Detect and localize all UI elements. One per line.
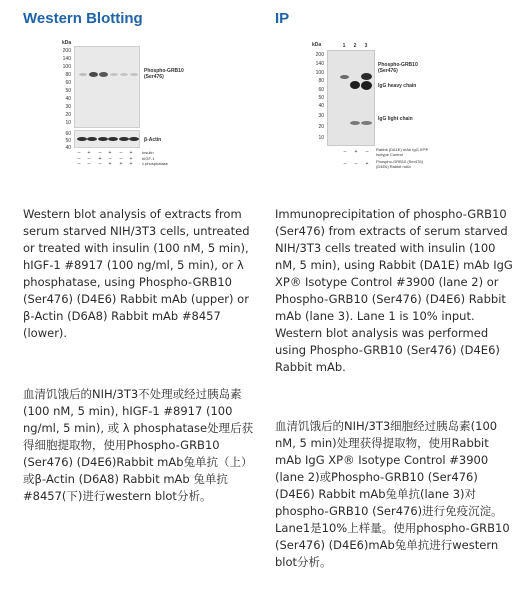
ip-caption-chinese: 血清饥饿后的NIH/3T3细胞经过胰岛素(100 nM, 5 min)处理获得提取物，使用Rabbit mAb IgG XP® Isotype Control #3900 (lane 2)或Phospho-GRB10 (Ser476) (D4E6) Rabbit mAb兔单抗(lane 3)对phospho-GRB10 (Ser476)进行免疫沉淀。Lane1是10%上样量。使用phospho-GRB10 (Ser476) (D4E6)mAb兔单抗进行western blot分析。	[275, 419, 510, 569]
band-label-phospho-grb10: Phospho-GRB10 (Ser476)	[378, 62, 418, 74]
mw-marker: 140	[62, 56, 71, 62]
mw-marker: 80	[318, 78, 324, 84]
lane-label: 2	[353, 43, 357, 49]
mw-marker: 50	[65, 88, 71, 94]
mw-marker: 20	[318, 124, 324, 130]
treatment-sign: +	[108, 161, 112, 167]
treatment-sign: –	[119, 156, 123, 162]
western-blotting-heading: Western Blotting	[23, 10, 143, 27]
treatment-sign: –	[119, 150, 123, 156]
mw-marker: 50	[65, 138, 71, 144]
mw-marker: 100	[62, 64, 71, 70]
band-label-igg-heavy-chain: IgG heavy chain	[378, 83, 417, 89]
band	[119, 137, 129, 141]
band	[361, 73, 372, 80]
treatment-sign: –	[77, 161, 81, 167]
treatment-sign: –	[98, 150, 102, 156]
treatment-sign: +	[108, 150, 112, 156]
mw-marker: 100	[315, 70, 324, 76]
treatment-sign: –	[343, 149, 347, 155]
treatment-sign: –	[354, 161, 358, 167]
mw-marker: 60	[318, 87, 324, 93]
treatment-sign: –	[87, 156, 91, 162]
treatment-sign: +	[129, 156, 133, 162]
ip-blot-panel	[327, 50, 375, 146]
band-label-igg-light-chain: IgG light chain	[378, 116, 413, 122]
band	[340, 75, 349, 79]
treatment-sign: +	[98, 156, 102, 162]
kda-label: kDa	[62, 40, 72, 46]
mw-marker: 40	[318, 103, 324, 109]
mw-marker: 40	[65, 145, 71, 151]
treatment-sign: –	[77, 156, 81, 162]
western-blot-figure	[62, 40, 242, 165]
mw-marker: 40	[65, 96, 71, 102]
band	[77, 137, 87, 141]
western-blot-caption-english: Western blot analysis of extracts from serum starved NIH/3T3 cells, untreated or treated with insulin (100 nM, 5 min), hIGF-1 #8917 (100 ng/ml, 5 min), or λ phosphatase, using Phospho-GRB10 (Ser476) (D4E6) Rabbit mAb (upper) or β-Actin (D6A8) Rabbit mAb #8457 (lower).	[23, 207, 250, 340]
mw-marker: 140	[315, 61, 324, 67]
blot-panel-lower	[74, 130, 140, 148]
lane-label: 3	[364, 43, 368, 49]
band	[99, 72, 108, 77]
treatment-sign: –	[98, 161, 102, 167]
ip-caption-english: Immunoprecipitation of phospho-GRB10 (Ser476) from extracts of serum starved NIH/3T3 cells treated with insulin (100 nM, 5 min), using Rabbit (DA1E) mAb IgG XP® Isotype Control #3900 (lane 2) or Phospho-GRB10 (Ser476) (D4E6) Rabbit mAb (lane 3). Lane 1 is 10% input. Western blot analysis was performed using Phospho-GRB10 (Ser476) (D4E6) Rabbit mAb.	[275, 207, 513, 374]
mw-marker: 30	[318, 113, 324, 119]
band	[361, 81, 372, 90]
band	[98, 137, 108, 141]
band	[89, 72, 98, 77]
treatment-sign: +	[365, 161, 369, 167]
mw-marker: 20	[65, 112, 71, 118]
treatment-sign: –	[343, 161, 347, 167]
band	[350, 121, 360, 125]
mw-marker: 10	[65, 120, 71, 126]
treatment-sign: +	[87, 150, 91, 156]
ip-figure	[312, 40, 437, 180]
lane-label: 1	[342, 43, 346, 49]
mw-marker: 50	[318, 95, 324, 101]
condition-label-insulin: Insulin	[142, 150, 154, 155]
condition-label-higf1: hIGF-1	[142, 156, 155, 161]
mw-marker: 200	[315, 52, 324, 58]
ip-heading: IP	[275, 10, 290, 27]
band	[350, 81, 360, 89]
treatment-sign: –	[365, 149, 369, 155]
band	[361, 121, 372, 125]
condition-label-lambda-phosphatase: λ phosphatase	[142, 161, 169, 166]
band	[110, 73, 118, 76]
mw-marker: 30	[65, 104, 71, 110]
treatment-sign: +	[354, 149, 358, 155]
mw-marker: 80	[65, 72, 71, 78]
blot-panel-upper	[74, 46, 140, 128]
band-label-beta-actin: β-Actin	[144, 137, 162, 143]
mw-marker: 60	[65, 131, 71, 137]
western-blot-caption-chinese: 血清饥饿后的NIH/3T3不处理或经过胰岛素(100 nM, 5 min), hIGF-1 #8917 (100 ng/ml, 5 min), 或 λ phosphatase处理后获得细胞提取物，使用Phospho-GRB10 (Ser476) (D4E6)Rabbit mAb兔单抗（上）或β-Actin (D6A8) Rabbit mAb 兔单抗 #8457(下)进行western blot分析。	[23, 387, 254, 503]
band	[87, 137, 97, 141]
mw-marker: 60	[65, 80, 71, 86]
treatment-sign: +	[119, 161, 123, 167]
treatment-sign: +	[129, 161, 133, 167]
mw-marker: 200	[62, 48, 71, 54]
treatment-sign: –	[77, 150, 81, 156]
kda-label: kDa	[312, 42, 322, 48]
band	[108, 137, 118, 141]
treatment-sign: +	[129, 150, 133, 156]
condition-label-isotype-control: Rabbit (DA1E) mAb IgG XP® Isotype Control	[376, 147, 429, 157]
treatment-sign: –	[87, 161, 91, 167]
band	[129, 137, 139, 141]
band-label-phospho-grb10: Phospho-GRB10 (Ser476)	[144, 68, 184, 80]
band	[79, 73, 87, 76]
condition-label-phospho-grb10-mab: Phospho-GRB10 (Ser476) (D4E6) Rabbit mAb	[376, 159, 423, 169]
band	[120, 73, 128, 76]
treatment-sign: –	[108, 156, 112, 162]
band	[130, 73, 138, 76]
mw-marker: 10	[318, 135, 324, 141]
